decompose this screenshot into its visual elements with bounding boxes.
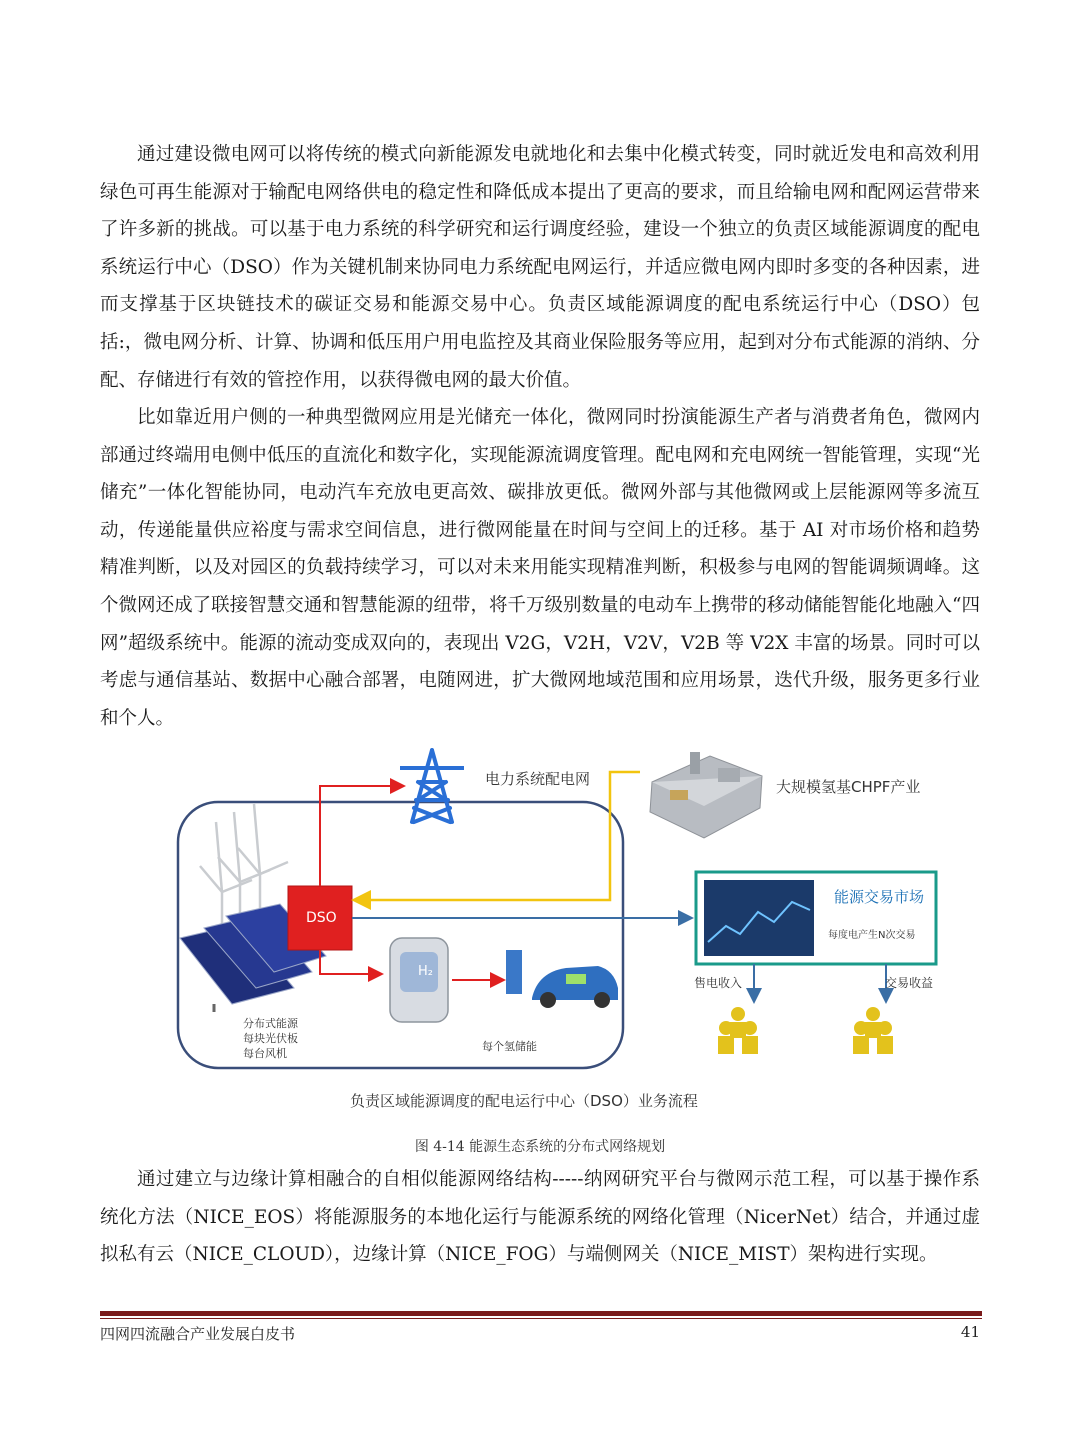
chpf-label: 大规模氢基CHPF产业: [776, 778, 921, 796]
arrow-chpf-to-dso: [356, 772, 640, 900]
trade-profit-label: 交易收益: [885, 976, 934, 990]
arrow-dso-to-storage: [320, 950, 380, 974]
hydrogen-storage-icon: [390, 938, 448, 1022]
chpf-plant-icon: [650, 752, 762, 838]
body-paragraph-2: 比如靠近用户侧的一种典型微网应用是光储充一体化，微网同时扮演能源生产者与消费者角色，微网内部通过终端用电侧中低压的直流化和数字化，实现能源流调度管理。配电网和充电网统一智能管理，实现“光储充”一体化智能协同，电动汽车充放电更高效、碳排放更低。微网外部与其他微网或上层能源网等多流互动，传递能量供应裕度与需求空间信息，进行微网能量在时间与空间上的迁移。基于 AI 对市场价格和趋势精准判断，以及对园区的负载持续学习，可以对未来用能实现精准判断，积极参与电网的智能调频调峰。这个微网还成了联接智慧交通和智慧能源的纽带，将千万级别数量的电动车上携带的移动储能智能化地融入“四网”超级系统中。能源的流动变成双向的，表现出 V2G，V2H，V2V，V2B 等 V2X 丰富的场景。同时可以考虑与通信基站、数据中心融合部署，电随网进，扩大微网地域范围和应用场景，迭代升级，服务更多行业和个人。: [100, 407, 980, 729]
distributed-energy-label: [243, 1016, 298, 1061]
dso-flow-diagram: [170, 742, 940, 1127]
market-title: 能源交易市场: [834, 888, 925, 906]
footer-rule-thin: [100, 1318, 982, 1319]
people-icon-right: [853, 1007, 893, 1054]
footer-rule-thick: [100, 1311, 982, 1316]
grid-label: 电力系统配电网: [485, 770, 591, 788]
distributed-line-1: 分布式能源: [243, 1017, 298, 1030]
diagram-graphics: [170, 742, 940, 1127]
power-tower-icon: [400, 750, 464, 822]
h2-label: H₂: [418, 964, 433, 979]
flow-title: 负责区域能源调度的配电运行中心（DSO）业务流程: [350, 1092, 698, 1110]
people-icon-left: [718, 1007, 758, 1054]
footer-title: 四网四流融合产业发展白皮书: [100, 1325, 296, 1343]
storage-label: 每个氢储能: [482, 1040, 537, 1053]
page-number: 41: [960, 1323, 980, 1341]
body-paragraph-3: 通过建立与边缘计算相融合的自相似能源网络结构-----纳网研究平台与微网示范工程，可以基于操作系统化方法（NICE_EOS）将能源服务的本地化运行与能源系统的网络化管理（NicerNet）结合，并通过虚拟私有云（NICE_CLOUD），边缘计算（NICE_FOG）与端侧网关（NICE_MIST）架构进行实现。: [100, 1169, 980, 1266]
distributed-line-3: 每台风机: [243, 1047, 287, 1060]
ev-car-icon: [506, 950, 618, 1008]
body-paragraph-1: 通过建设微电网可以将传统的模式向新能源发电就地化和去集中化模式转变，同时就近发电和高效利用绿色可再生能源对于输配电网络供电的稳定性和降低成本提出了更高的要求，而且给输电网和配网运营带来了许多新的挑战。可以基于电力系统的科学研究和运行调度经验，建设一个独立的负责区域能源调度的配电系统运行中心（DSO）作为关键机制来协同电力系统配电网运行，并适应微电网内即时多变的各种因素，进而支撑基于区块链技术的碳证交易和能源交易中心。负责区域能源调度的配电系统运行中心（DSO）包括:，微电网分析、计算、协调和低压用户用电监控及其商业保险服务等应用，起到对分布式能源的消纳、分配、存储进行有效的管控作用，以获得微电网的最大价值。: [100, 144, 980, 391]
distributed-line-2: 每块光伏板: [243, 1032, 298, 1045]
dso-label: DSO: [306, 910, 337, 926]
market-subtitle: 每度电产生N次交易: [828, 930, 916, 941]
sale-income-label: 售电收入: [694, 976, 743, 990]
figure-caption: 图 4-14 能源生态系统的分布式网络规划: [414, 1139, 666, 1155]
